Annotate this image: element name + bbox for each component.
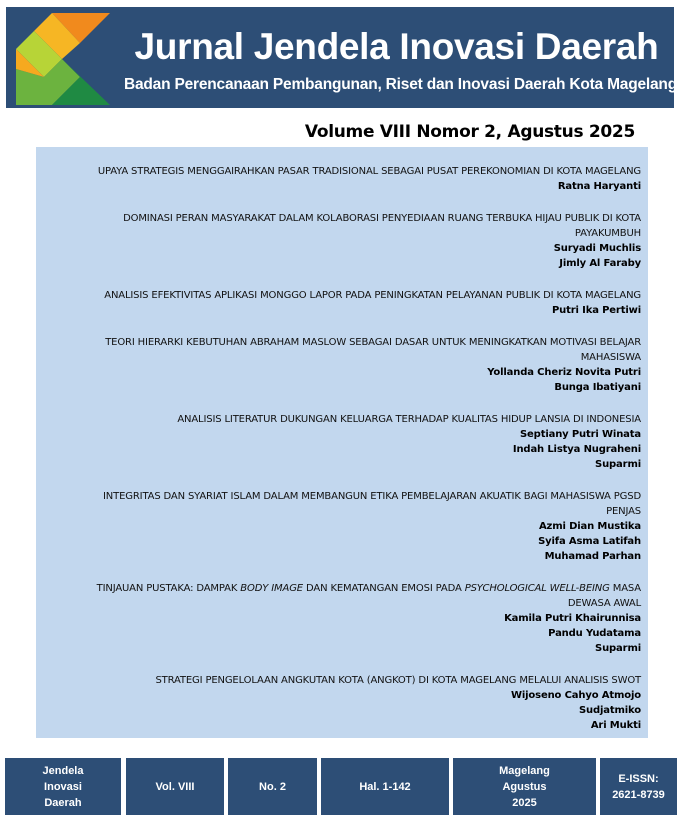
article-title: INTEGRITAS DAN SYARIAT ISLAM DALAM MEMBANGUN ETIKA PEMBELAJARAN AKUATIK BAGI MAHASISWA PGSD PENJAS <box>103 491 641 517</box>
article-author: Putri Ika Pertiwi <box>551 305 641 316</box>
article-author: Suparmi <box>595 643 641 654</box>
article-title: STRATEGI PENGELOLAAN ANGKUTAN KOTA (ANGKOT) DI KOTA MAGELANG MELALUI ANALISIS SWOT <box>155 675 641 686</box>
footer-journal-name: Jendela Inovasi Daerah <box>5 758 121 815</box>
article-author: Azmi Dian Mustika <box>538 521 641 532</box>
journal-logo-icon <box>16 13 110 105</box>
article-author: Syifa Asma Latifah <box>538 536 641 547</box>
article-entry <box>46 211 641 271</box>
article-title: UPAYA STRATEGIS MENGGAIRAHKAN PASAR TRADISIONAL SEBAGAI PUSAT PEREKONOMIAN DI KOTA MAGELANG <box>97 166 641 177</box>
article-title: ANALISIS LITERATUR DUKUNGAN KELUARGA TERHADAP KUALITAS HIDUP LANSIA DI INDONESIA <box>177 414 641 425</box>
footer-info-bar <box>5 758 677 815</box>
article-entry <box>46 412 641 472</box>
article-author: Wijoseno Cahyo Atmojo <box>511 690 641 701</box>
article-author: Yollanda Cheriz Novita Putri <box>487 367 641 378</box>
header-banner <box>6 7 677 108</box>
footer-number: No. 2 <box>228 758 317 815</box>
article-author: Suparmi <box>595 459 641 470</box>
article-title: ANALISIS EFEKTIVITAS APLIKASI MONGGO LAPOR PADA PENINGKATAN PELAYANAN PUBLIK DI KOTA MAGELANG <box>104 290 641 301</box>
article-author: Jimly Al Faraby <box>559 258 641 269</box>
journal-publisher: Badan Perencanaan Pembangunan, Riset dan Inovasi Daerah Kota Magelang <box>124 76 677 93</box>
article-entry <box>46 164 641 194</box>
journal-title: Jurnal Jendela Inovasi Daerah <box>134 26 659 67</box>
article-author: Bunga Ibatiyani <box>554 382 641 393</box>
article-author: Ratna Haryanti <box>557 181 641 192</box>
article-author: Indah Listya Nugraheni <box>512 444 641 455</box>
footer-volume: Vol. VIII <box>126 758 224 815</box>
footer-issn: E-ISSN: 2621-8739 <box>600 758 677 815</box>
article-author: Septiany Putri Winata <box>520 429 641 440</box>
article-author: Sudjatmiko <box>578 705 641 716</box>
article-author: Suryadi Muchlis <box>553 243 641 254</box>
article-entry <box>46 581 641 656</box>
article-entry <box>46 489 641 564</box>
article-title: TINJAUAN PUSTAKA: DAMPAK BODY IMAGE DAN KEMATANGAN EMOSI PADA PSYCHOLOGICAL WELL-BEING MASA DEWASA AWAL <box>96 583 641 609</box>
article-title: DOMINASI PERAN MASYARAKAT DALAM KOLABORASI PENYEDIAAN RUANG TERBUKA HIJAU PUBLIK DI KOTA PAYAKUMBUH <box>123 213 641 239</box>
article-author: Pandu Yudatama <box>548 628 641 639</box>
article-entry <box>46 335 641 395</box>
article-author: Kamila Putri Khairunnisa <box>504 613 641 624</box>
table-of-contents <box>36 147 648 738</box>
article-author: Muhamad Parhan <box>544 551 641 562</box>
footer-pages: Hal. 1-142 <box>321 758 449 815</box>
article-title: TEORI HIERARKI KEBUTUHAN ABRAHAM MASLOW SEBAGAI DASAR UNTUK MENINGKATKAN MOTIVASI BELAJAR MAHASISWA <box>105 337 641 363</box>
footer-place-date: Magelang Agustus 2025 <box>453 758 596 815</box>
article-entry <box>46 288 641 318</box>
volume-issue-line: Volume VIII Nomor 2, Agustus 2025 <box>304 122 635 142</box>
article-author: Ari Mukti <box>590 720 641 731</box>
article-entry <box>46 673 641 733</box>
